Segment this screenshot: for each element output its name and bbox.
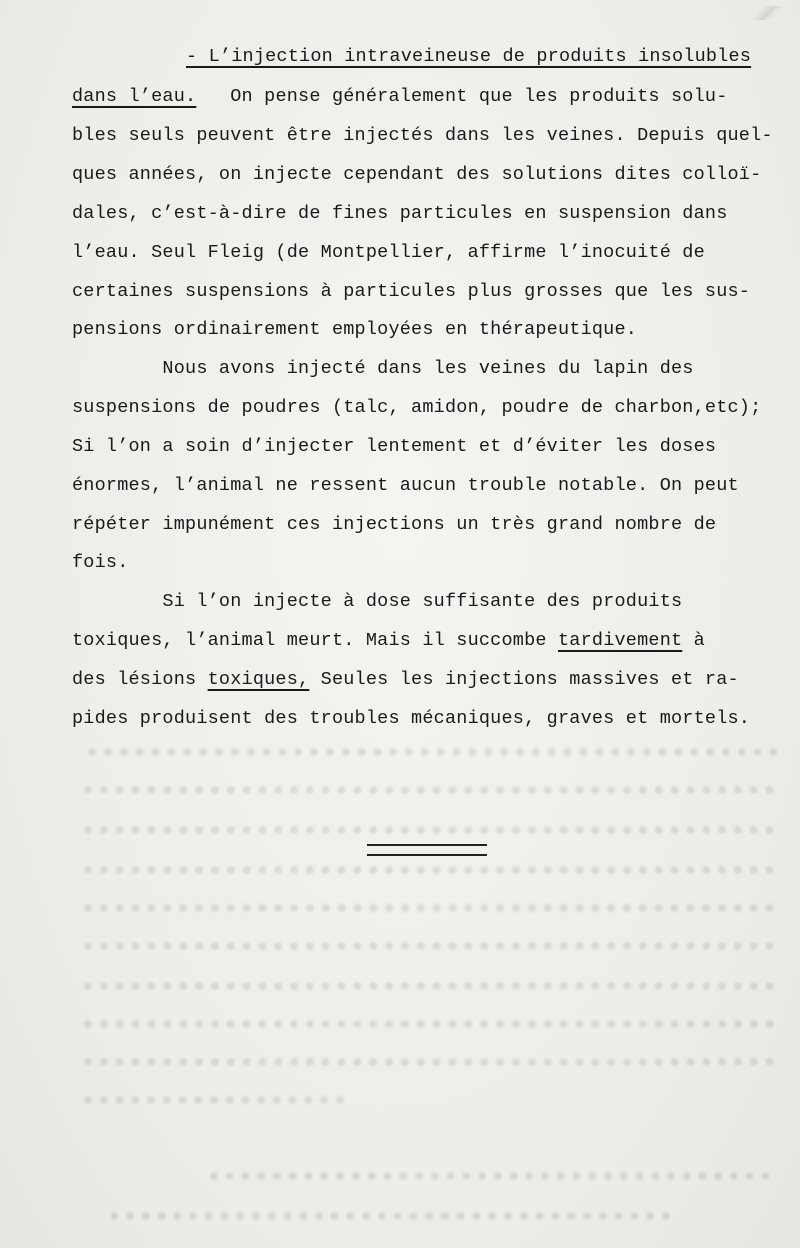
text-line-3: bles seuls peuvent être injectés dans les veines. Depuis quel- [72,125,773,146]
text-line-18: pides produisent des troubles mécaniques, graves et mortels. [72,708,751,729]
text-line-17 [72,669,739,691]
section-heading: - L’injection intraveineuse de produits insolubles [186,46,752,67]
text-line-11: Si l’on a soin d’injecter lentement et d’éviter les doses [72,436,717,457]
text-line-14: fois. [72,552,129,573]
underlined-word-tardivement: tardivement [557,630,683,651]
text-line-16-a: toxiques, l’animal meurt. Mais il succombe [72,630,558,651]
text-line-5: dales, c’est-à-dire de fines particules en suspension dans [72,203,728,224]
text-line-8: pensions ordinairement employées en thérapeutique. [72,319,638,340]
text-line-2 [72,86,728,108]
text-line-7: certaines suspensions à particules plus grosses que les sus- [72,281,751,302]
text-line-9: Nous avons injecté dans les veines du lapin des [72,358,694,379]
text-line-6: l’eau. Seul Fleig (de Montpellier, affirme l’inocuité de [72,242,705,263]
underlined-word-toxiques: toxiques, [207,669,310,690]
text-line-10: suspensions de poudres (talc, amidon, poudre de charbon,etc); [72,397,762,418]
text-line-17-a: des lésions [72,669,208,690]
text-line-16 [72,630,705,652]
text-line-2-body: On pense généralement que les produits solu- [196,86,728,107]
text-line-4: ques années, on injecte cependant des solutions dites colloï- [72,164,762,185]
text-line-16-b: à [682,630,705,651]
section-heading-continuation: dans l’eau. [72,86,197,107]
text-line-12: énormes, l’animal ne ressent aucun trouble notable. On peut [72,475,739,496]
text-line-15: Si l’on injecte à dose suffisante des produits [72,591,683,612]
text-line-17-b: Seules les injections massives et ra- [309,669,739,690]
section-end-double-rule [367,844,487,856]
text-line-13: répéter impunément ces injections un très grand nombre de [72,514,717,535]
